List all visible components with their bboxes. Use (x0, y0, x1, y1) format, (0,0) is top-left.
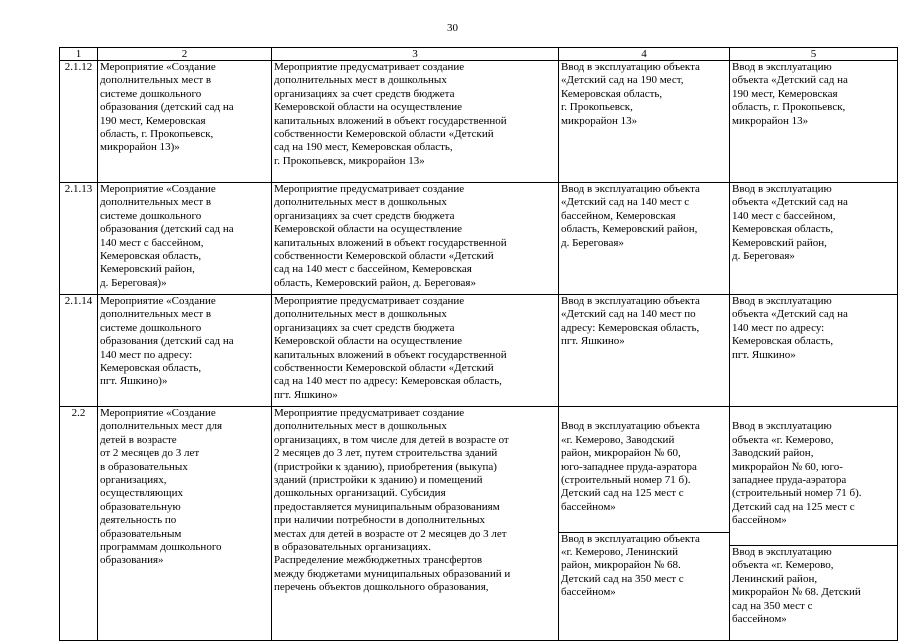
event-name: Мероприятие «Создание дополнительных мест в системе дошкольного образования (детский сад на 140 мест по адресу: Кемеровская область, пгт. Яшкино)» (98, 295, 272, 407)
header-col-1: 1 (60, 48, 98, 61)
result-col-4-object-a: Ввод в эксплуатацию объекта «г. Кемерово, Заводский район, микрорайон № 60, юго-западнее пруда-аэратора (строительный номер 71 б). Детский сад на 125 мест с бассейном» (561, 420, 700, 513)
result-col-4: Ввод в эксплуатацию объекта «Детский сад на 190 мест, Кемеровская область, г. Прокопьевск, микрорайон 13» (559, 61, 730, 183)
event-name: Мероприятие «Создание дополнительных мест для детей в возрасте от 2 месяцев до 3 лет в образовательных организациях, осуществляющих образовательную деятельность по образовательным программам дошкольного образования» (98, 407, 272, 641)
table-row (60, 61, 898, 183)
header-row (60, 48, 898, 61)
event-description: Мероприятие предусматривает создание дополнительных мест в дошкольных организациях за счет средств бюджета Кемеровской области на осуществление капитальных вложений в объект государственной собственности Кемеровской области «Детский сад на 190 мест, Кемеровская область, г. Прокопьевск, микрорайон 13» (272, 61, 559, 183)
table-row (60, 407, 898, 641)
row-number: 2.1.12 (60, 61, 98, 183)
program-table (59, 47, 898, 641)
page-number: 30 (447, 22, 458, 34)
header-col-2: 2 (98, 48, 272, 61)
result-col-5-object-a: Ввод в эксплуатацию объекта «г. Кемерово, Заводский район, микрорайон № 60, юго- западнее пруда-аэратора (строительный номер 71 б). Детский сад на 125 мест с бассейном» (732, 420, 862, 527)
result-col-5 (730, 407, 898, 641)
event-description: Мероприятие предусматривает создание дополнительных мест в дошкольных организациях за счет средств бюджета Кемеровской области на осуществление капитальных вложений в объект государственной собственности Кемеровской области «Детский сад на 140 мест с бассейном, Кемеровская область, Кемеровский район, д. Береговая» (272, 183, 559, 295)
result-col-5: Ввод в эксплуатацию объекта «Детский сад на 140 мест с бассейном, Кемеровская область, Кемеровский район, д. Береговая» (730, 183, 898, 295)
result-col-5: Ввод в эксплуатацию объекта «Детский сад на 190 мест, Кемеровская область, г. Прокопьевск, микрорайон 13» (730, 61, 898, 183)
header-col-4: 4 (559, 48, 730, 61)
result-col-4-object-b: Ввод в эксплуатацию объекта «г. Кемерово, Ленинский район, микрорайон № 68. Детский сад на 350 мест с бассейном» (559, 532, 729, 600)
row-number: 2.2 (60, 407, 98, 641)
result-col-5-object-b: Ввод в эксплуатацию объекта «г. Кемерово, Ленинский район, микрорайон № 68. Детский сад на 350 мест с бассейном» (730, 545, 897, 626)
result-col-4: Ввод в эксплуатацию объекта «Детский сад на 140 мест с бассейном, Кемеровская область, Кемеровский район, д. Береговая» (559, 183, 730, 295)
row-number: 2.1.14 (60, 295, 98, 407)
header-col-5: 5 (730, 48, 898, 61)
event-name: Мероприятие «Создание дополнительных мест в системе дошкольного образования (детский сад на 140 мест с бассейном, Кемеровская область, Кемеровский район, д. Береговая)» (98, 183, 272, 295)
result-col-5: Ввод в эксплуатацию объекта «Детский сад на 140 мест по адресу: Кемеровская область, пгт. Яшкино» (730, 295, 898, 407)
table-row (60, 295, 898, 407)
event-description: Мероприятие предусматривает создание дополнительных мест в дошкольных организациях за счет средств бюджета Кемеровской области на осуществление капитальных вложений в объект государственной собственности Кемеровской области «Детский сад на 140 мест по адресу: Кемеровская область, пгт. Яшкино» (272, 295, 559, 407)
table-row (60, 183, 898, 295)
result-col-4 (559, 407, 730, 641)
header-col-3: 3 (272, 48, 559, 61)
row-number: 2.1.13 (60, 183, 98, 295)
result-col-4: Ввод в эксплуатацию объекта «Детский сад на 140 мест по адресу: Кемеровская область, пгт. Яшкино» (559, 295, 730, 407)
event-name: Мероприятие «Создание дополнительных мест в системе дошкольного образования (детский сад на 190 мест, Кемеровская область, г. Прокопьевск, микрорайон 13)» (98, 61, 272, 183)
event-description: Мероприятие предусматривает создание дополнительных мест в дошкольных организациях, в том числе для детей в возрасте от 2 месяцев до 3 лет, путем строительства зданий (пристройки к зданию), приобретения (выкупа) зданий (пристройки к зданию) и помещений дошкольных организаций. Субсидия предоставляется муниципальным образованиям при наличии потребности в дополнительных местах для детей в возрасте от 2 месяцев до 3 лет в образовательных организациях. Распределение межбюджетных трансфертов между бюджетами муниципальных образований и перечень объектов дошкольного образования, (272, 407, 559, 641)
